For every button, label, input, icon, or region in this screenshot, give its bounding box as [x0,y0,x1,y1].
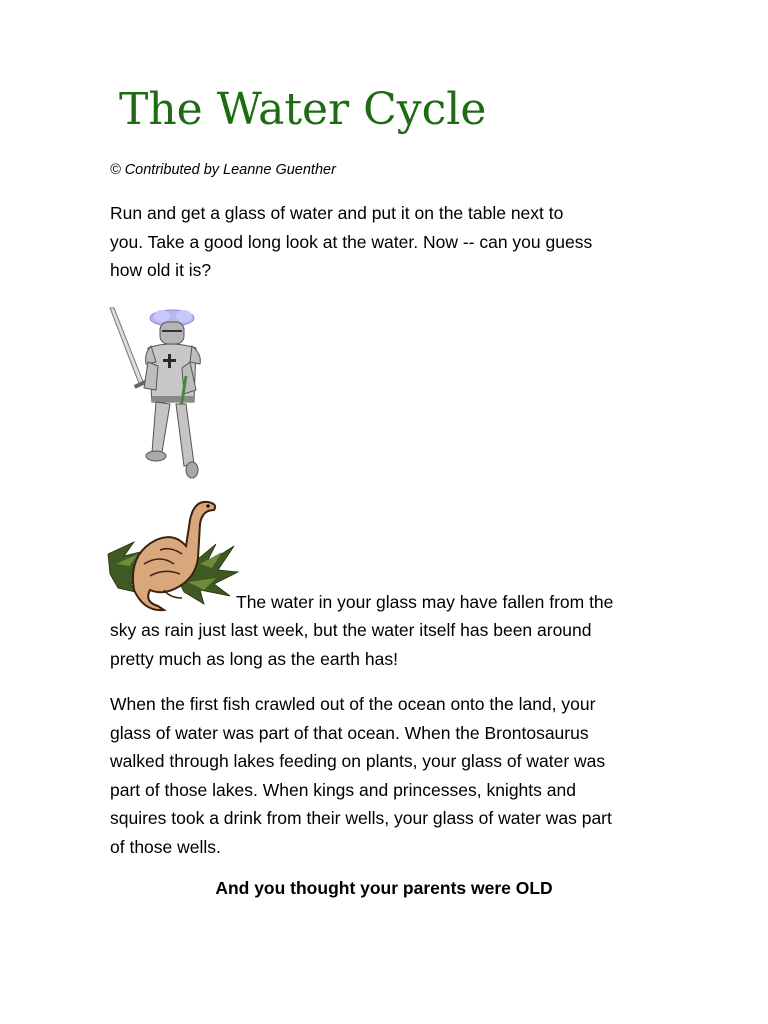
text-line: how old it is? [110,260,212,280]
dinosaur-illustration [104,494,240,614]
text-line: pretty much as long as the earth has! [110,648,398,669]
paragraph-rain [110,616,655,673]
paragraph-history [110,690,655,861]
text-line: squires took a drink from their wells, your glass of water was part [110,808,612,828]
closing-text: And you thought your parents were OLD [215,878,553,898]
page-title: The Water Cycle [119,84,487,135]
text-line: walked through lakes feeding on plants, your glass of water was [110,751,606,771]
text-line: Run and get a glass of water and put it on the table next to [110,203,564,223]
text-line: part of those lakes. When kings and princesses, knights and [110,779,576,800]
text-line: The water in your glass may have fallen from the [236,592,614,612]
closing-line [0,878,768,899]
knight-illustration [104,304,214,479]
text-line: you. Take a good long look at the water. Now -- can you guess [110,231,593,252]
text-line: glass of water was part of that ocean. When the Brontosaurus [110,722,589,743]
credit-line: © Contributed by Leanne Guenther [110,162,336,178]
text-line: When the first fish crawled out of the ocean onto the land, your [110,694,596,714]
text-line: sky as rain just last week, but the water itself has been around [110,620,592,640]
paragraph-intro [110,199,655,285]
text-line: of those wells. [110,836,221,857]
